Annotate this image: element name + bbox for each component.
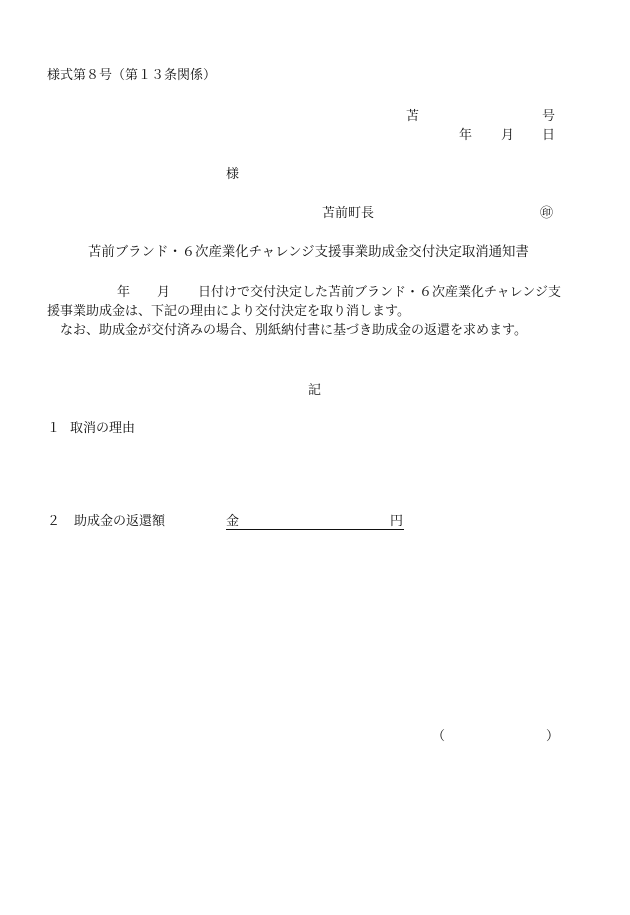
date-month: 月 [501,128,515,143]
date-day: 日 [542,128,556,143]
seal-mark: ㊞ [540,206,554,221]
body-month: 月 [157,285,171,300]
body-line2: 援事業助成金は、下記の理由により交付決定を取り消します。 [47,304,410,319]
footer-close-paren: ） [546,729,560,744]
form-number: 様式第８号（第１３条関係） [47,68,217,83]
footer-open-paren: （ [432,729,446,744]
ki-heading: 記 [308,383,322,398]
body-line1: 日付けで交付決定した苫前ブランド・６次産業化チャレンジ支 [198,285,561,300]
issue-number-suffix: 号 [542,109,556,124]
item2-number: ２ [47,514,61,529]
body-line3: なお、助成金が交付済みの場合、別紙納付書に基づき助成金の返還を求めます。 [60,323,527,338]
amount-suffix: 円 [390,514,404,529]
document-title: 苫前ブランド・６次産業化チャレンジ支援事業助成金交付決定取消通知書 [88,245,529,260]
body-year: 年 [117,285,131,300]
sender-name: 苫前町長 [322,206,375,221]
item1-number: １ [47,421,61,436]
item1-label: 取消の理由 [70,421,136,436]
date-year: 年 [459,128,473,143]
amount-prefix: 金 [226,514,240,529]
issuer-prefix: 苫 [406,109,420,124]
recipient-suffix: 様 [226,167,240,182]
item2-label: 助成金の返還額 [74,514,166,529]
amount-underline [226,529,404,530]
